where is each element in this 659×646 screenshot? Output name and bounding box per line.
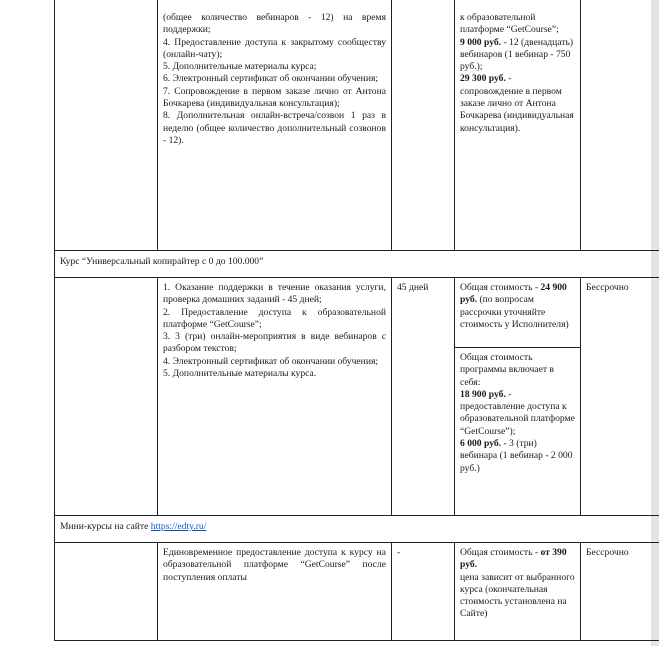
validity-cell: Бессрочно — [581, 278, 659, 516]
empty-cell — [55, 543, 158, 641]
section-title-text: Мини-курсы на сайте — [60, 521, 151, 532]
price-desc: цена зависит от выбранного курса (окончательная стоимость установлена на Сайте) — [460, 571, 575, 620]
validity-cell: Бессрочно — [581, 543, 659, 641]
price-desc: - 3 (три) вебинара (1 вебинар - 2 000 руб.) — [460, 438, 573, 474]
price-line: к образовательной платформе “GetCourse”; — [460, 12, 559, 36]
list-item: 5. Дополнительные материалы курса; — [163, 61, 317, 73]
list-item: 6. Электронный сертификат об окончании обучения; — [163, 73, 379, 85]
empty-cell — [55, 0, 158, 251]
list-item: (общее количество вебинаров - 12) на время поддержки; — [163, 12, 386, 36]
total-price — [455, 278, 580, 347]
empty-cell — [55, 278, 158, 516]
price-cell — [455, 278, 581, 516]
price-cell — [455, 0, 581, 251]
list-item: 8. Дополнительная онлайн-встреча/созвон 1 раз в неделю (общее количество дополнительный созвонов - 12). — [163, 110, 386, 146]
list-item: 3. 3 (три) онлайн-мероприятия в виде вебинаров с разбором текстов; — [163, 331, 386, 355]
price-desc: - 12 (двенадцать) вебинаров (1 вебинар - 750 руб.); — [460, 36, 574, 73]
price-cell — [455, 543, 581, 641]
price-desc: - предоставление доступа к образовательной платформе “GetCourse”); — [460, 388, 575, 437]
services-cell: Единовременное предоставление доступа к курсу на образовательной платформе “GetCourse” после поступления оплаты — [158, 543, 392, 641]
price-line — [460, 438, 575, 475]
table-row — [55, 543, 659, 641]
price-amount: 24 900 руб. — [460, 282, 567, 306]
tariff-table — [54, 0, 659, 641]
section-row — [55, 516, 659, 543]
price-line — [460, 73, 575, 134]
services-cell — [158, 0, 392, 251]
price-amount: от 390 руб. — [460, 547, 567, 571]
price-amount: 6 000 руб. — [460, 438, 502, 450]
site-link[interactable]: https://edty.ru/ — [150, 521, 207, 532]
duration-cell — [392, 0, 455, 251]
table-row — [55, 0, 659, 251]
list-item: 4. Предоставление доступа к закрытому сообществу (онлайн-чату); — [163, 36, 386, 60]
breakdown-label: Общая стоимость программы включает в себя: — [460, 352, 554, 388]
duration-cell: - — [392, 543, 455, 641]
validity-cell — [581, 0, 659, 251]
price-line — [460, 389, 575, 438]
table-row — [55, 278, 659, 516]
duration-cell: 45 дней — [392, 278, 455, 516]
price-amount: 29 300 руб. — [460, 73, 506, 85]
list-item: 1. Оказание поддержки в течение оказания услуги, проверка домашних заданий - 45 дней; — [163, 282, 386, 306]
price-desc: (по вопросам рассрочки уточняйте стоимость у Исполнителя) — [460, 294, 569, 330]
list-item: 4. Электронный сертификат об окончании обучения; — [163, 355, 379, 367]
services-cell — [158, 278, 392, 516]
section-title: Курс “Универсальный копирайтер с 0 до 100.000” — [55, 251, 659, 278]
list-item: 5. Дополнительные материалы курса. — [163, 368, 317, 380]
price-amount: 18 900 руб. — [460, 388, 506, 400]
section-title — [55, 516, 659, 543]
list-item: 7. Сопровождение в первом заказе лично от Антона Бочкарева (индивидуальная консультация); — [163, 85, 386, 110]
list-item: 2. Предоставление доступа к образовательной платформе “GetCourse”; — [163, 306, 386, 330]
price-label: Общая стоимость - — [460, 282, 541, 293]
price-desc: - сопровождение в первом заказе лично от Антона Бочкарева (индивидуальная консультация). — [460, 73, 574, 134]
price-breakdown — [455, 347, 580, 478]
price-amount: 9 000 руб. — [460, 36, 502, 48]
price-line — [460, 37, 575, 74]
section-row — [55, 251, 659, 278]
price-label: Общая стоимость - — [460, 547, 541, 558]
